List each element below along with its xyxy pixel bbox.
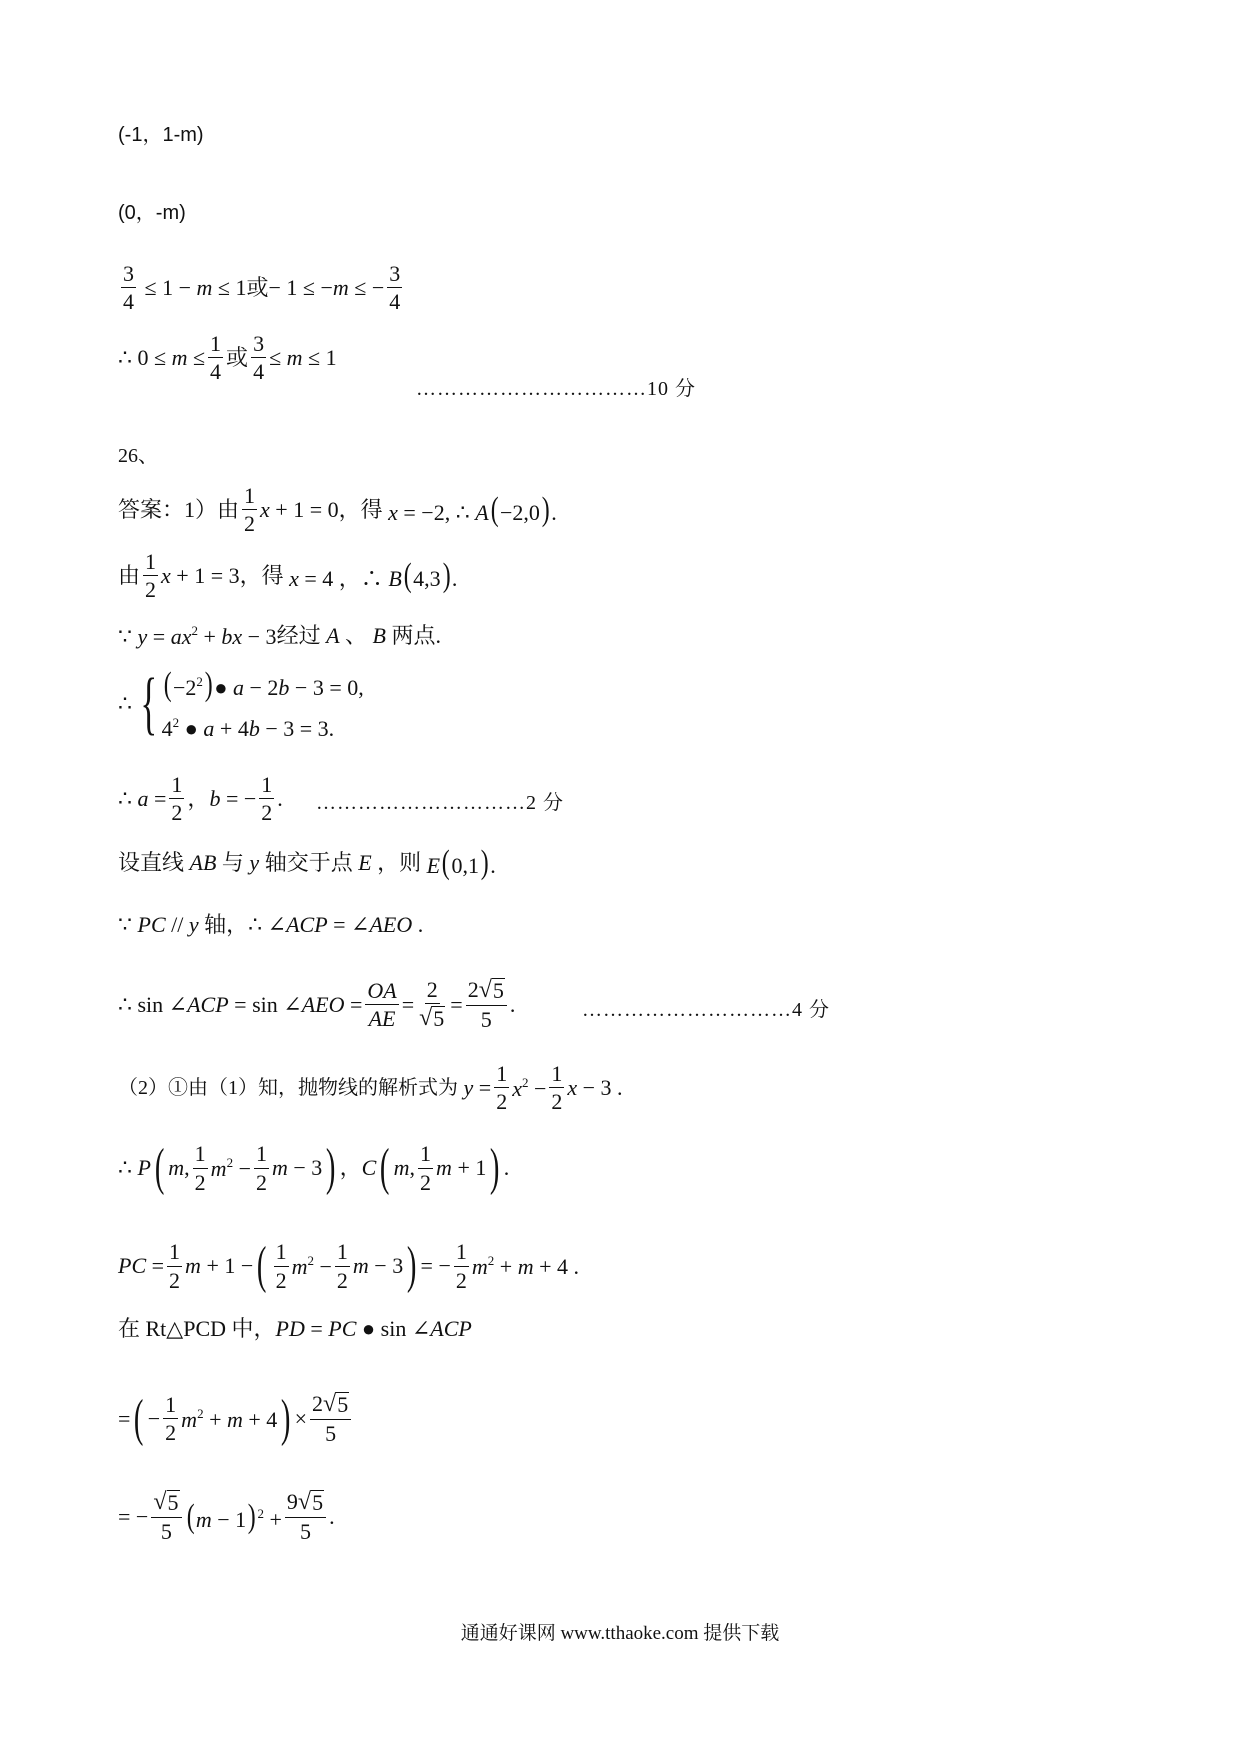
or-word: 或 (226, 344, 249, 370)
inequality-line-1: $\frac{3}{4}$ ≤ 1 − m ≤ 1 或 − 1 ≤ −m ≤ − $\frac{3}{4}$ (123, 261, 401, 315)
or-word: 或 (246, 274, 269, 300)
score-10: ……………………………10 分 (416, 378, 696, 400)
answer-line-3: ∵ $y = ax^2$ + bx − 3 经过 A 、 B 两点. (118, 623, 442, 649)
inequality-line-2: ∴ 0 ≤ m ≤ $\frac{1}{4}$ 或 $\frac{3}{4}$ ≤ m ≤ 1 (118, 331, 337, 385)
score-4: …………………………4 分 (582, 999, 830, 1021)
equation-system: ∴ { $(-2^2)●$ a − 2b − 3 = 0, $4^2$ ● a + 4b − 3 = 3. (118, 665, 364, 742)
point-coordinate-2: (0，-m) (118, 202, 186, 224)
answer-line-14: = − √ 5 5 (m − 1) $^2$ + 9 √ 5 5 . (118, 1489, 335, 1545)
answer-line-7: ∵ PC // y 轴， ∴ ∠ACP = ∠AEO . (118, 912, 424, 937)
answer-ab: ∴ a = $\frac{1}{2}$ ，b = − $\frac{1}{2}$ . (118, 772, 283, 826)
answer-line-6: 设直线 AB 与 y 轴交于点 E ，则 E(0,1). (118, 844, 496, 881)
answer-line-1: 答案：1）由 $\frac{1}{2}$ x + 1 = 0 ，得 x = −2, ∴ A(−2,0). (118, 483, 557, 537)
answer-line-11: PC = $\frac{1}{2}$ m + 1 − ( $\frac{1}{2}$ $m^2$ − $\frac{1}{2}$ m − 3 ) = − $\frac{1}{2}$ $m^2 + m + 4$ . (118, 1237, 579, 1294)
answer-line-9: （2）①由（1）知，抛物线的解析式为 y = $\frac{1}{2}$ $x^2$ − $\frac{1}{2}$ x − 3 . (118, 1061, 623, 1115)
answer-line-8: ∴ sin ∠ACP = sin ∠AEO = $\frac{OA}{AE}$ = 2 √ 5 = 2 √ 5 5 . (118, 977, 516, 1033)
page-footer: 通通好课网 www.tthaoke.com 提供下载 (460, 1623, 780, 1644)
score-2: …………………………2 分 (316, 792, 564, 814)
answer-line-10: ∴ P ( m, $\frac{1}{2}$ $m^2$ − $\frac{1}{2}$ m − 3 ) ，C ( m, $\frac{1}{2}$ m + 1 ) . (118, 1139, 510, 1196)
answer-line-12: 在 Rt△PCD 中， PD = PC ● sin ∠ACP (118, 1316, 472, 1341)
point-coordinate-1: (-1，1-m) (118, 124, 204, 146)
answer-line-13: = ( − $\frac{1}{2}$ $m^2 + m + 4$ ) × 2 √ 5 5 (118, 1392, 354, 1445)
answer-line-2: 由 $\frac{1}{2}$ x + 1 = 3 ，得 x = 4 ，∴ B(4,3). (118, 549, 458, 603)
question-number: 26、 (118, 445, 158, 467)
